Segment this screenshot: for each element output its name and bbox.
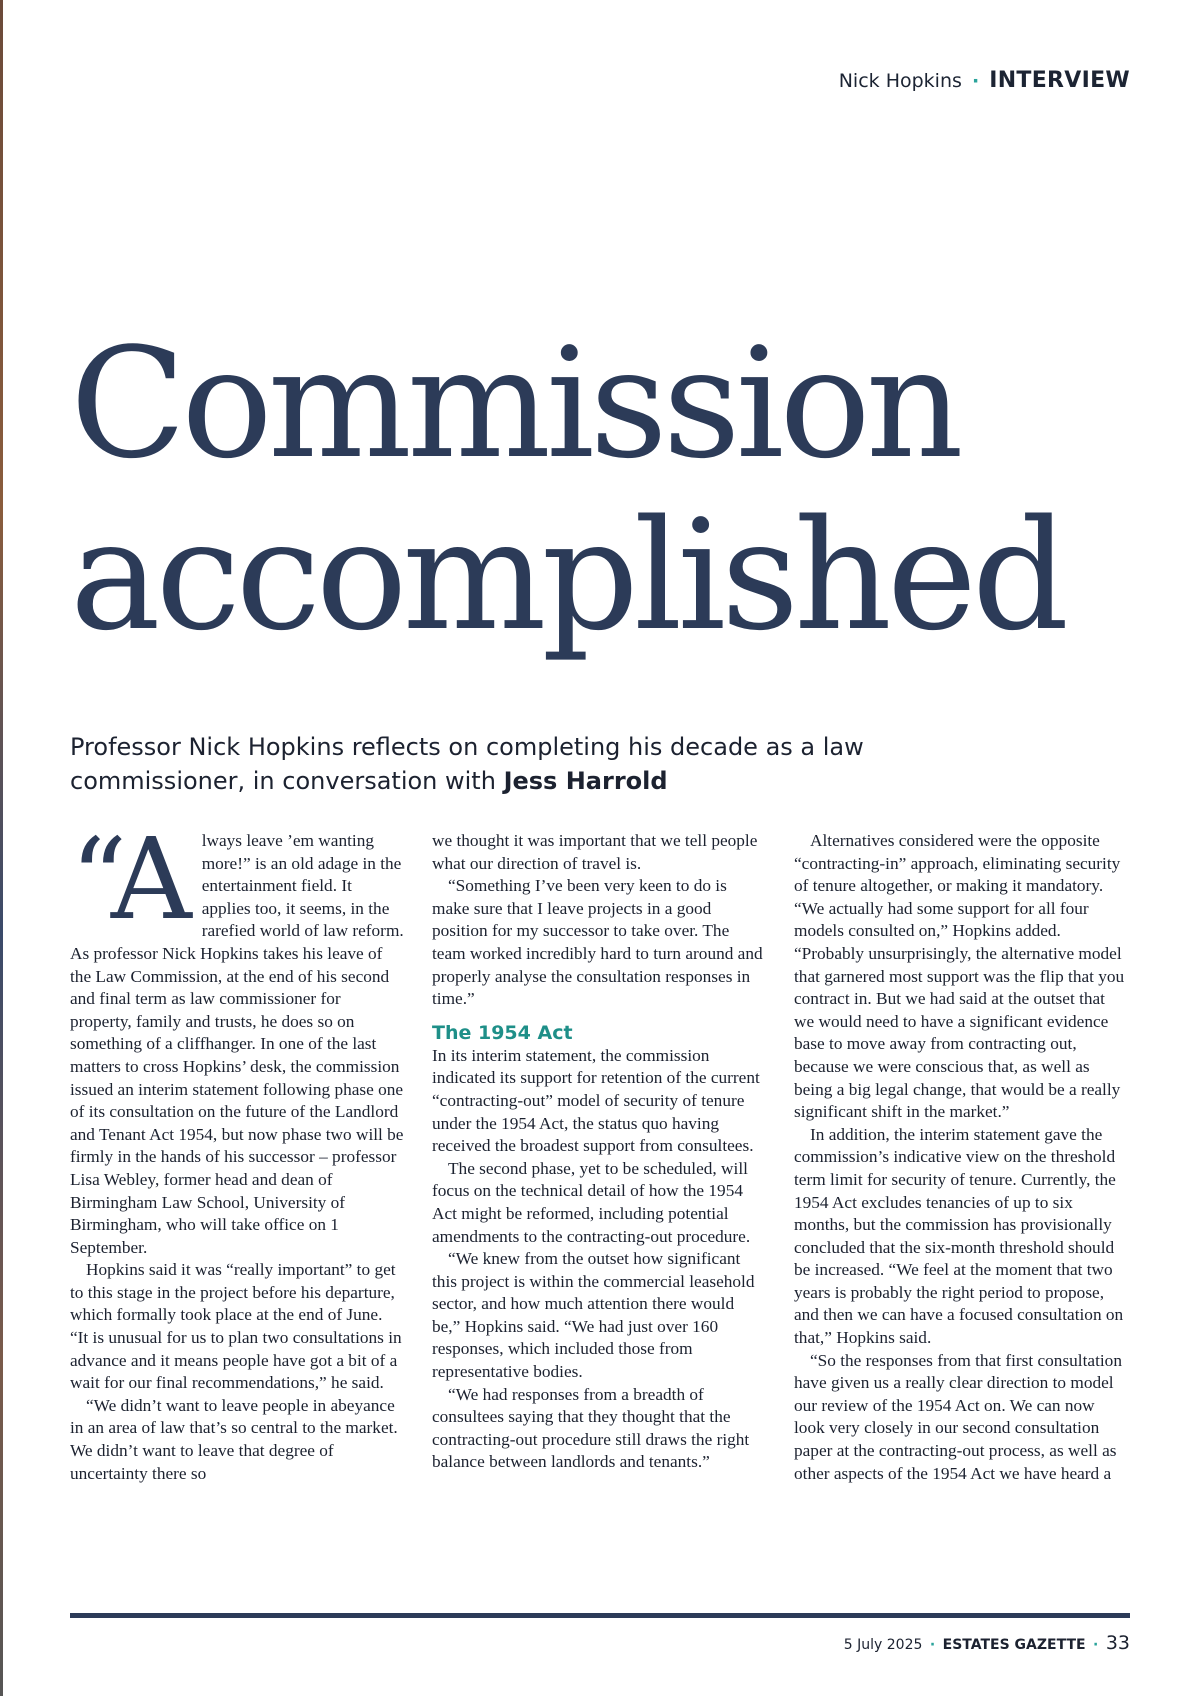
paragraph: “We knew from the outset how significant this project is within the commercial leasehold sector, and how much attention there would be,” Hopkins said. “We had just over 160 responses, which included those from representative bodies.: [432, 1249, 755, 1382]
paragraph: In its interim statement, the commission indicated its support for retention of the current “contracting-out” model of security of tenure under the 1954 Act, the status quo having received the broadest support from consultees.: [432, 1045, 760, 1156]
paragraph: Alternatives considered were the opposite “contracting-in” approach, eliminating security of tenure altogether, or making it mandatory. “We actually had some support for all four models consulted on,” Hopkins added. “Probably unsurprisingly, the alternative model that garnered most support was the flip that you contract in. But we had said at the outset that we would need to have a significant evidence base to move away from contracting out, because we were conscious that, as well as being a big legal change, that would be a really significant shift in the market.”: [794, 831, 1125, 1122]
page-footer: [844, 1632, 1130, 1654]
page-number: 33: [1105, 1632, 1130, 1654]
standfirst-text: Professor Nick Hopkins reflects on completing his decade as a law commissioner, in conversation with: [70, 733, 864, 795]
footer-rule: [70, 1613, 1130, 1618]
footer-separator: ·: [929, 1637, 936, 1653]
paragraph: “So the responses from that first consultation have given us a really clear direction to model our review of the 1954 Act on. We can now look very closely in our second consultation paper at the contracting-out process, as well as other aspects of the 1954 Act we have heard a: [794, 1350, 1122, 1483]
headline-line-2: accomplished: [70, 487, 1065, 664]
footer-separator: ·: [1093, 1637, 1099, 1653]
header-separator: ·: [971, 70, 980, 92]
headline: [70, 315, 1130, 664]
running-header: [839, 68, 1130, 93]
paragraph: Hopkins said it was “really important” to get to this stage in the project before his departure, which formally took place at the end of June. “It is unusual for us to plan two consultations in advance and it means people have got a bit of a wait for our final recommendations,” he said.: [70, 1260, 402, 1393]
standfirst-author: Jess Harrold: [503, 767, 668, 795]
paragraph: “We had responses from a breadth of consultees saying that they thought that the contracting-out procedure still draws the right balance between landlords and tenants.”: [432, 1384, 750, 1472]
standfirst: [70, 730, 970, 798]
subheading: The 1954 Act: [432, 1021, 573, 1044]
drop-cap: “A: [70, 830, 190, 945]
footer-publication: ESTATES GAZETTE: [942, 1637, 1086, 1653]
paragraph: “Something I’ve been very keen to do is make sure that I leave projects in a good position for my successor to take over. The team worked incredibly hard to turn around and properly analyse the consultation responses in time.”: [432, 876, 763, 1009]
paragraph: we thought it was important that we tell people what our direction of travel is.: [432, 831, 758, 873]
page-edge-strip: [0, 0, 3, 1696]
article-column-1: [70, 830, 404, 1590]
paragraph: “We didn’t want to leave people in abeyance in an area of law that’s so central to the market. We didn’t want to leave that degree of uncertainty there so: [70, 1395, 398, 1483]
paragraph: In addition, the interim statement gave the commission’s indicative view on the threshold term limit for security of tenure. Currently, the 1954 Act excludes tenancies of up to six months, but the commission has provisionally concluded that the six-month threshold should be increased. “We feel at the moment that two years is probably the right period to propose, and then we can have a focused consultation on that,” Hopkins said.: [794, 1124, 1124, 1348]
paragraph: lways leave ’em wanting more!” is an old adage in the entertainment field. It applies too, it seems, in the rarefied world of law reform. As professor Nick Hopkins takes his leave of the Law Commission, at the end of his second and final term as law commissioner for property, family and trusts, he does so on something of a cliffhanger. In one of the last matters to cross Hopkins’ desk, the commission issued an interim statement following phase one of its consultation on the future of the Landlord and Tenant Act 1954, but now phase two will be firmly in the hands of his successor – professor Lisa Webley, former head and dean of Birmingham Law School, University of Birmingham, who will take office on 1 September.: [70, 831, 404, 1257]
footer-date: 5 July 2025: [843, 1637, 923, 1653]
paragraph: The second phase, yet to be scheduled, will focus on the technical detail of how the 1954 Act might be reformed, including potential amendments to the contracting-out procedure.: [432, 1158, 751, 1246]
article-column-3: [794, 830, 1128, 1590]
headline-line-1: Commission: [70, 315, 959, 492]
header-name: Nick Hopkins: [838, 70, 962, 92]
header-section: INTERVIEW: [989, 68, 1130, 93]
article-column-2: [432, 830, 766, 1590]
